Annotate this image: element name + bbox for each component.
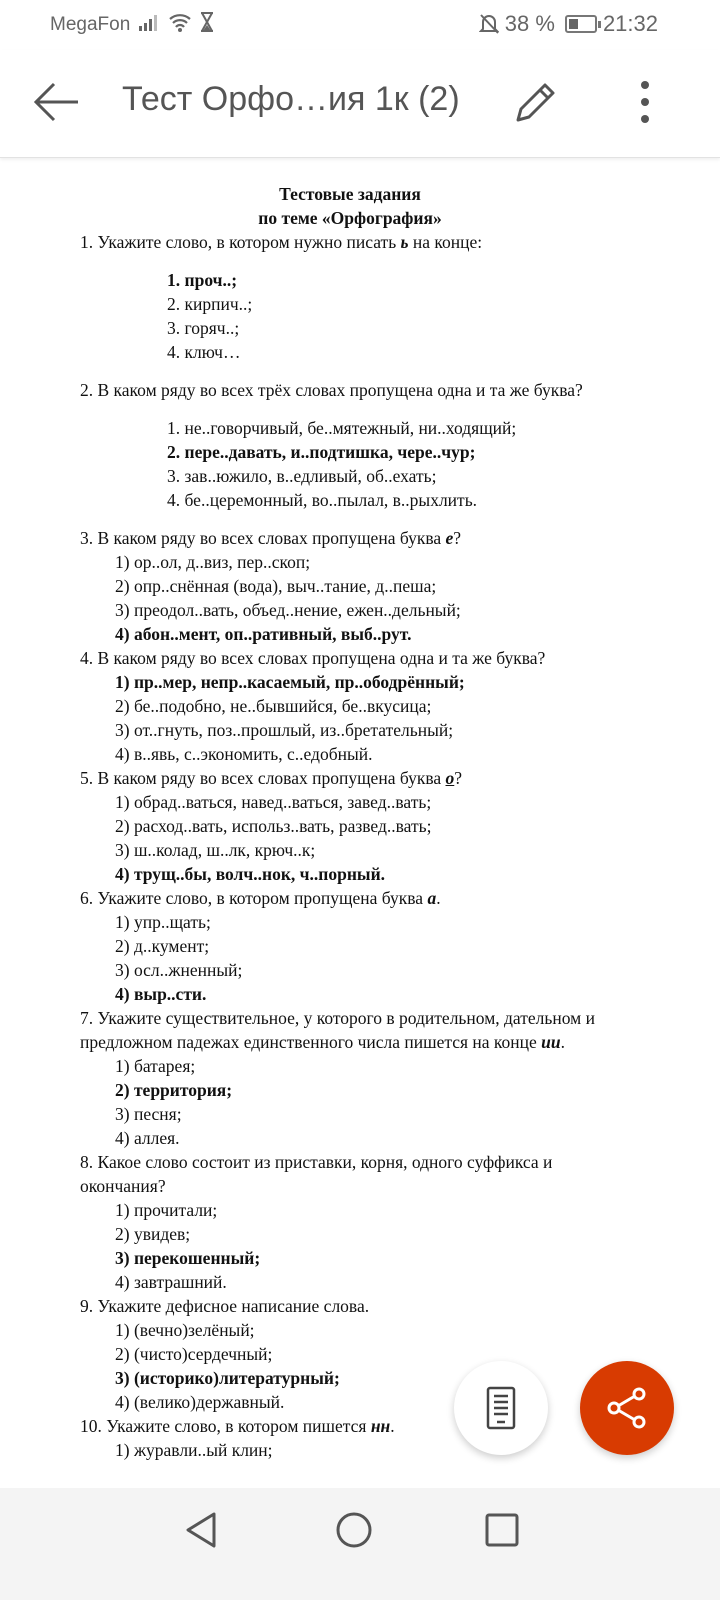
hourglass-icon bbox=[200, 12, 214, 32]
battery-percent: 38 % bbox=[504, 11, 555, 36]
option: 2) (чисто)сердечный; bbox=[115, 1344, 273, 1364]
share-button[interactable] bbox=[580, 1361, 674, 1455]
text-span: ии bbox=[541, 1032, 561, 1052]
option: 1) (вечно)зелёный; bbox=[115, 1320, 255, 1340]
option: 4) завтрашний. bbox=[115, 1272, 227, 1292]
option: 3. зав..южило, в..едливый, об..ехать; bbox=[167, 466, 437, 486]
text-span: ? bbox=[454, 768, 463, 788]
option: 3) ш..колад, ш..лк, крюч..к; bbox=[115, 840, 316, 860]
option: 3) песня; bbox=[115, 1104, 182, 1124]
document-title: Тест Орфо…ия 1к (2) bbox=[122, 80, 460, 118]
text-span: предложном падежах единственного числа пишется на конце bbox=[80, 1032, 542, 1052]
option: 2) д..кумент; bbox=[115, 936, 210, 956]
text-span: нн bbox=[370, 1416, 391, 1436]
option: 2. пере..давать, и..подтишка, чере..чур; bbox=[167, 442, 476, 462]
option: 1. проч..; bbox=[167, 270, 238, 290]
option: 1) ор..ол, д..виз, пер..скоп; bbox=[115, 552, 311, 572]
text-span: 6. Укажите слово, в котором пропущена буква bbox=[80, 888, 428, 908]
question-5 bbox=[80, 766, 660, 790]
option: 4) аллея. bbox=[115, 1128, 180, 1148]
reading-view-button[interactable] bbox=[454, 1361, 548, 1455]
option: 3. горяч..; bbox=[167, 318, 240, 338]
text-span: 10. Укажите слово, в котором пишется bbox=[80, 1416, 371, 1436]
back-arrow-icon[interactable] bbox=[32, 82, 80, 122]
bell-off-icon bbox=[479, 13, 499, 35]
question-1 bbox=[80, 230, 660, 254]
share-icon bbox=[605, 1386, 649, 1430]
question-7: 7. Укажите существительное, у которого в родительном, дательном и bbox=[80, 1008, 595, 1028]
text-span: е bbox=[445, 528, 454, 548]
question-8-cont: окончания? bbox=[80, 1176, 166, 1196]
option: 1) журавли..ый клин; bbox=[115, 1440, 273, 1460]
more-options-icon[interactable] bbox=[630, 80, 660, 124]
option: 1. не..говорчивый, бе..мятежный, ни..ходящий; bbox=[167, 418, 517, 438]
text-span: . bbox=[560, 1032, 565, 1052]
question-3 bbox=[80, 526, 660, 550]
text-span: ? bbox=[453, 528, 462, 548]
question-8: 8. Какое слово состоит из приставки, корня, одного суффикса и bbox=[80, 1152, 553, 1172]
option: 1) прочитали; bbox=[115, 1200, 218, 1220]
wifi-icon bbox=[168, 12, 192, 32]
option: 2) бе..подобно, не..бывшийся, бе..вкусица; bbox=[115, 696, 432, 716]
edit-pencil-icon[interactable] bbox=[512, 78, 560, 126]
option: 2) расход..вать, использ..вать, развед..вать; bbox=[115, 816, 432, 836]
doc-subtitle: по теме «Орфография» bbox=[258, 208, 442, 228]
option: 3) осл..жненный; bbox=[115, 960, 243, 980]
option: 3) перекошенный; bbox=[115, 1248, 261, 1268]
text-span: . bbox=[390, 1416, 395, 1436]
text-span: 5. В каком ряду во всех словах пропущена буква bbox=[80, 768, 446, 788]
nav-recents-icon[interactable] bbox=[482, 1510, 522, 1550]
reading-view-icon bbox=[486, 1386, 516, 1430]
option: 3) (историко)литературный; bbox=[115, 1368, 340, 1388]
option: 4. ключ… bbox=[167, 342, 241, 362]
question-10 bbox=[80, 1414, 660, 1438]
option: 4) (велико)державный. bbox=[115, 1392, 285, 1412]
nav-home-icon[interactable] bbox=[334, 1510, 374, 1550]
status-bar bbox=[0, 0, 720, 50]
option: 3) преодол..вать, объед..нение, ежен..дельный; bbox=[115, 600, 461, 620]
question-6 bbox=[80, 886, 660, 910]
option: 4) выр..сти. bbox=[115, 984, 207, 1004]
clock: 21:32 bbox=[602, 11, 658, 36]
text-span: . bbox=[436, 888, 441, 908]
option: 2) опр..снённая (вода), выч..тание, д..пеша; bbox=[115, 576, 437, 596]
option: 2. кирпич..; bbox=[167, 294, 253, 314]
text-span: ь bbox=[400, 232, 409, 252]
option: 4) абон..мент, оп..ративный, выб..рут. bbox=[115, 624, 412, 644]
option: 1) батарея; bbox=[115, 1056, 196, 1076]
option: 1) упр..щать; bbox=[115, 912, 211, 932]
carrier-name: MegaFon bbox=[50, 14, 131, 35]
nav-back-icon[interactable] bbox=[182, 1510, 222, 1550]
battery-icon bbox=[565, 15, 597, 33]
system-nav-bar bbox=[0, 1488, 720, 1600]
text-span: 1. Укажите слово, в котором нужно писать bbox=[80, 232, 401, 252]
app-toolbar bbox=[0, 50, 720, 158]
text-span: а bbox=[427, 888, 437, 908]
question-9: 9. Укажите дефисное написание слова. bbox=[80, 1296, 370, 1316]
option: 4. бе..церемонный, во..пылал, в..рыхлить. bbox=[167, 490, 478, 510]
question-2: 2. В каком ряду во всех трёх словах пропущена одна и та же буква? bbox=[80, 380, 583, 400]
question-7-cont bbox=[80, 1030, 660, 1054]
option: 1) обрад..ваться, навед..ваться, завед..вать; bbox=[115, 792, 432, 812]
text-span: на конце: bbox=[408, 232, 483, 252]
option: 3) от..гнуть, поз..прошлый, из..бретательный; bbox=[115, 720, 454, 740]
document-page bbox=[80, 182, 660, 1462]
option: 2) увидев; bbox=[115, 1224, 191, 1244]
text-span: о bbox=[445, 768, 455, 788]
option: 4) трущ..бы, волч..нок, ч..порный. bbox=[115, 864, 386, 884]
option: 2) территория; bbox=[115, 1080, 233, 1100]
doc-title: Тестовые задания bbox=[279, 184, 421, 204]
option: 4) в..явь, с..экономить, с..едобный. bbox=[115, 744, 373, 764]
option: 1) пр..мер, непр..касаемый, пр..ободрённый; bbox=[115, 672, 465, 692]
text-span: 3. В каком ряду во всех словах пропущена буква bbox=[80, 528, 446, 548]
signal-icon bbox=[138, 13, 160, 31]
question-4: 4. В каком ряду во всех словах пропущена одна и та же буква? bbox=[80, 648, 546, 668]
